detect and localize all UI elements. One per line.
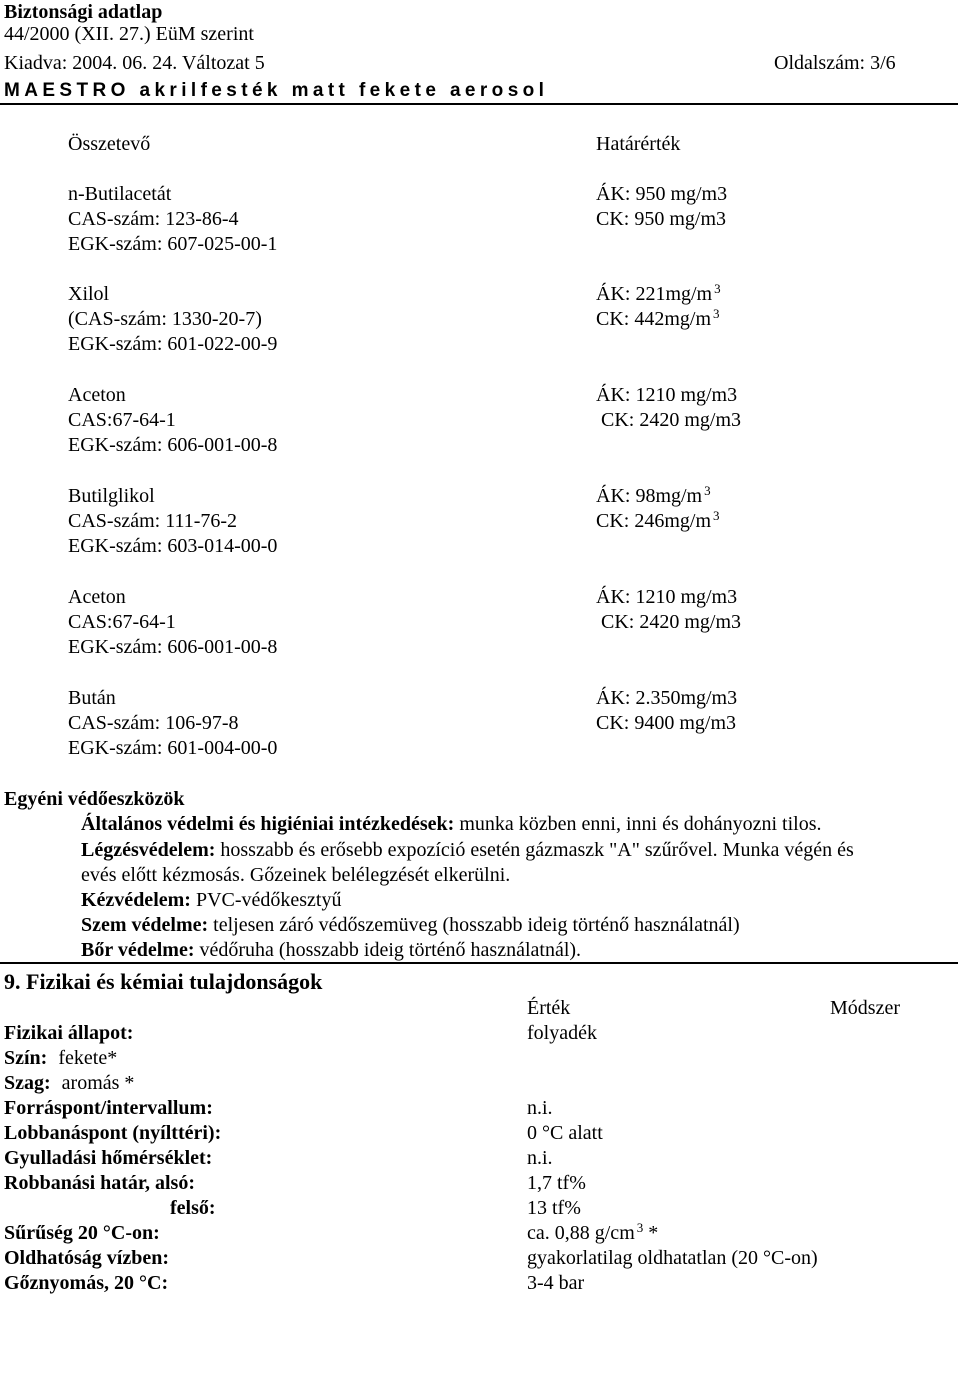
component-egk: EGK-szám: 607-025-00-1 bbox=[68, 233, 278, 255]
component-ck-limit: CK: 442mg/m $^3$ bbox=[596, 306, 720, 330]
component-name: n-Butilacetát bbox=[68, 183, 172, 205]
ppe-general: Általános védelmi és higiéniai intézkedések: munka közben enni, inni és dohányozni tilos. bbox=[81, 813, 822, 835]
property-label: Gőznyomás, 20 °C: bbox=[4, 1272, 169, 1294]
ppe-heading: Egyéni védőeszközök bbox=[4, 788, 185, 810]
property-value: folyadék bbox=[527, 1022, 597, 1044]
component-cas: CAS-szám: 106-97-8 bbox=[68, 712, 239, 734]
component-cas: CAS:67-64-1 bbox=[68, 409, 176, 431]
property-color: Szín: fekete* bbox=[4, 1047, 118, 1069]
property-label: Lobbanáspont (nyílttéri): bbox=[4, 1122, 222, 1144]
issue-info: Kiadva: 2004. 06. 24. Változat 5 bbox=[4, 52, 265, 74]
ppe-skin: Bőr védelme: védőruha (hosszabb ideig történő használatnál). bbox=[81, 939, 582, 961]
component-ck-limit: CK: 2420 mg/m3 bbox=[601, 611, 742, 633]
property-value: 13 tf% bbox=[527, 1197, 581, 1219]
limits-col-header: Határérték bbox=[596, 133, 681, 155]
component-egk: EGK-szám: 601-004-00-0 bbox=[68, 737, 278, 759]
component-cas: CAS:67-64-1 bbox=[68, 611, 176, 633]
component-ak-limit: ÁK: 950 mg/m3 bbox=[596, 183, 728, 205]
component-ak-limit: ÁK: 1210 mg/m3 bbox=[596, 384, 738, 406]
component-egk: EGK-szám: 601-022-00-9 bbox=[68, 333, 278, 355]
ppe-respiratory: Légzésvédelem: hosszabb és erősebb expozíció esetén gázmaszk "A" szűrővel. Munka végén és bbox=[81, 839, 854, 861]
component-ak-limit: ÁK: 1210 mg/m3 bbox=[596, 586, 738, 608]
component-ck-limit: CK: 2420 mg/m3 bbox=[601, 409, 742, 431]
component-cas: CAS-szám: 111-76-2 bbox=[68, 510, 238, 532]
property-value: 3-4 bar bbox=[527, 1272, 585, 1294]
ppe-hand: Kézvédelem: PVC-védőkesztyű bbox=[81, 889, 342, 911]
component-cas: (CAS-szám: 1330-20-7) bbox=[68, 308, 262, 330]
section9-heading: 9. Fizikai és kémiai tulajdonságok bbox=[4, 969, 323, 994]
property-label: Gyulladási hőmérséklet: bbox=[4, 1147, 213, 1169]
product-name: MAESTRO akrilfesték matt fekete aerosol bbox=[4, 80, 549, 101]
component-egk: EGK-szám: 603-014-00-0 bbox=[68, 535, 278, 557]
component-egk: EGK-szám: 606-001-00-8 bbox=[68, 434, 278, 456]
property-label: Sűrűség 20 °C-on: bbox=[4, 1222, 160, 1244]
component-ak-limit: ÁK: 2.350mg/m3 bbox=[596, 687, 738, 709]
component-ak-limit: ÁK: 221mg/m $^3$ bbox=[596, 281, 721, 305]
ppe-respiratory-cont: evés előtt kézmosás. Gőzeinek belélegzését elkerülni. bbox=[81, 864, 511, 886]
component-ck-limit: CK: 950 mg/m3 bbox=[596, 208, 727, 230]
ppe-eye: Szem védelme: teljesen záró védőszemüveg (hosszabb ideig történő használatnál) bbox=[81, 914, 740, 936]
value-col-header: Érték bbox=[527, 997, 571, 1019]
property-value: gyakorlatilag oldhatatlan (20 °C-on) bbox=[527, 1247, 818, 1269]
components-col-header: Összetevő bbox=[68, 133, 151, 155]
component-name: Bután bbox=[68, 687, 116, 709]
property-label: felső: bbox=[170, 1197, 216, 1219]
property-value: 1,7 tf% bbox=[527, 1172, 586, 1194]
regulation-reference: 44/2000 (XII. 27.) EüM szerint bbox=[4, 23, 254, 45]
property-label: Oldhatóság vízben: bbox=[4, 1247, 170, 1269]
property-value: 0 °C alatt bbox=[527, 1122, 603, 1144]
component-ck-limit: CK: 9400 mg/m3 bbox=[596, 712, 737, 734]
property-value: ca. 0,88 g/cm $^3$ * bbox=[527, 1220, 659, 1244]
property-label: Robbanási határ, alsó: bbox=[4, 1172, 195, 1194]
property-odor: Szag: aromás * bbox=[4, 1072, 135, 1094]
component-name: Xilol bbox=[68, 283, 110, 305]
component-name: Butilglikol bbox=[68, 485, 155, 507]
method-col-header: Módszer bbox=[830, 997, 900, 1019]
component-egk: EGK-szám: 606-001-00-8 bbox=[68, 636, 278, 658]
component-ak-limit: ÁK: 98mg/m $^3$ bbox=[596, 483, 711, 507]
section-divider bbox=[0, 962, 958, 964]
page-number: Oldalszám: 3/6 bbox=[774, 52, 896, 74]
property-label: Forráspont/intervallum: bbox=[4, 1097, 213, 1119]
component-ck-limit: CK: 246mg/m $^3$ bbox=[596, 508, 720, 532]
header-divider bbox=[0, 103, 958, 105]
component-name: Aceton bbox=[68, 384, 126, 406]
property-label: Fizikai állapot: bbox=[4, 1022, 134, 1044]
property-value: n.i. bbox=[527, 1147, 553, 1169]
component-cas: CAS-szám: 123-86-4 bbox=[68, 208, 239, 230]
document-title: Biztonsági adatlap bbox=[4, 1, 163, 23]
component-name: Aceton bbox=[68, 586, 126, 608]
property-value: n.i. bbox=[527, 1097, 553, 1119]
